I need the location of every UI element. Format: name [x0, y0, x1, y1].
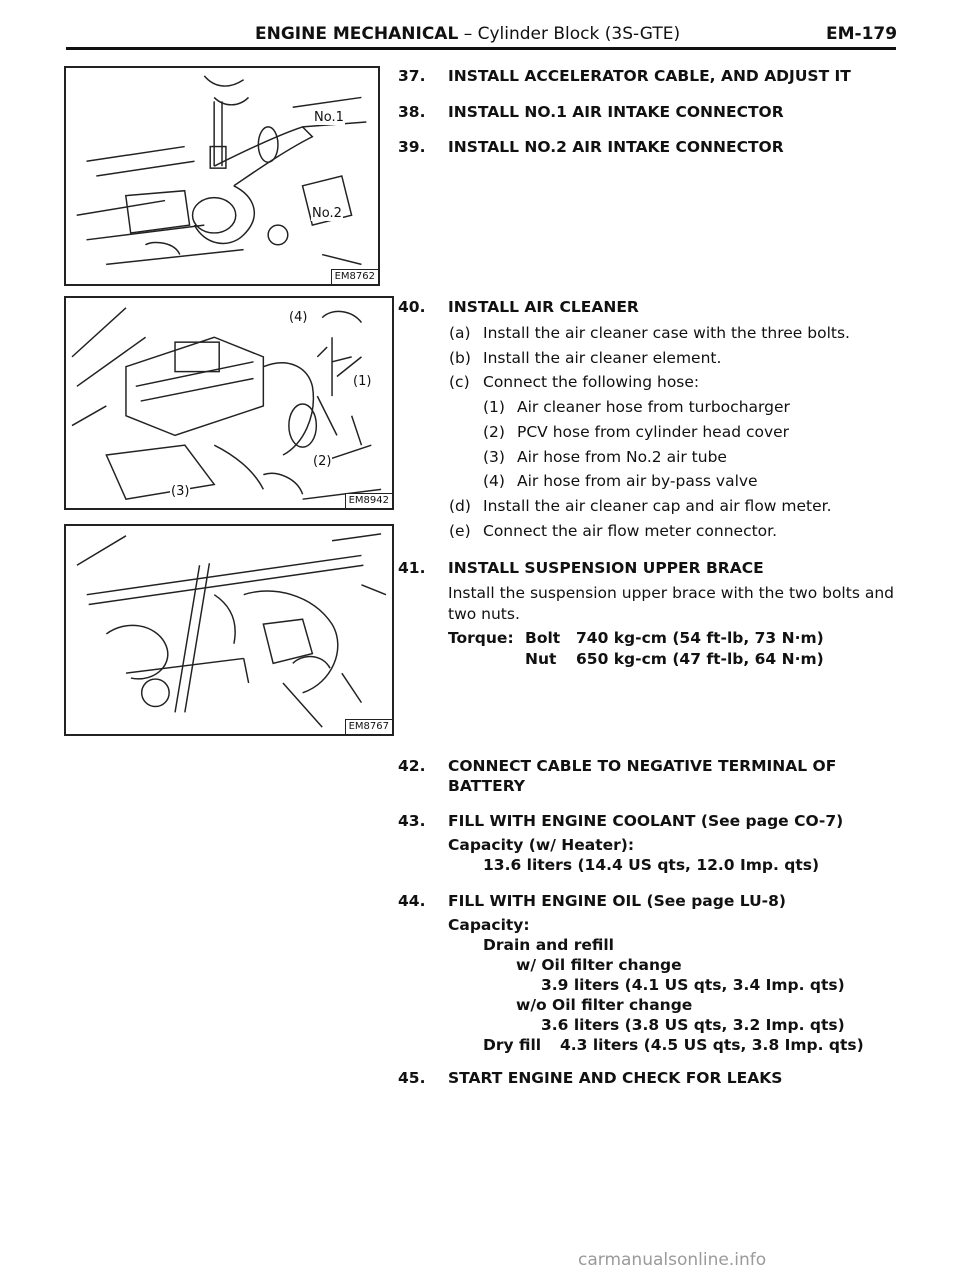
- step-41: [398, 558, 764, 578]
- step-title: START ENGINE AND CHECK FOR LEAKS: [448, 1069, 783, 1087]
- step-number: 39.: [398, 138, 426, 156]
- step-40-c: [449, 372, 699, 392]
- step-number: 43.: [398, 812, 426, 830]
- sub-key: (2): [483, 423, 505, 441]
- figure-1-code: EM8762: [331, 269, 378, 284]
- step-title: INSTALL ACCELERATOR CABLE, AND ADJUST IT: [448, 67, 851, 85]
- step-44: [398, 891, 786, 911]
- figure-2-illustration: [66, 298, 392, 508]
- step-title: FILL WITH ENGINE COOLANT (See page CO-7): [448, 812, 844, 830]
- figure-1-illustration: [66, 68, 378, 284]
- figure-air-cleaner: [64, 296, 394, 510]
- header-rule: [66, 47, 896, 50]
- figure-2-label-4: (4): [289, 310, 308, 325]
- header-section: ENGINE MECHANICAL: [255, 24, 459, 44]
- sub-text: Air hose from No.2 air tube: [517, 448, 727, 466]
- oil-w-filter-label: w/ Oil filter change: [516, 956, 682, 974]
- step-40: [398, 297, 639, 317]
- step-number: 45.: [398, 1069, 426, 1087]
- step-number: 44.: [398, 892, 426, 910]
- step-number: 41.: [398, 559, 426, 577]
- figure-2-label-2: (2): [313, 454, 332, 469]
- sub-key: (e): [449, 522, 471, 540]
- sub-key: (4): [483, 472, 505, 490]
- watermark: carmanualsonline.info: [578, 1250, 767, 1270]
- sub-text: Install the air cleaner case with the three bolts.: [483, 324, 850, 342]
- sub-key: (b): [449, 349, 471, 367]
- oil-wo-filter-value: 3.6 liters (3.8 US qts, 3.2 Imp. qts): [541, 1016, 845, 1034]
- step-title: CONNECT CABLE TO NEGATIVE TERMINAL OF: [448, 757, 837, 775]
- step-45: [398, 1068, 782, 1088]
- step-43: [398, 811, 843, 831]
- sub-text: Install the air cleaner cap and air flow meter.: [483, 497, 832, 515]
- figure-1-label-no2: No.2: [312, 206, 342, 221]
- step-38: [398, 102, 784, 122]
- torque-nut-value: 650 kg-cm (47 ft-lb, 64 N·m): [576, 650, 824, 668]
- step-title: FILL WITH ENGINE OIL (See page LU-8): [448, 892, 786, 910]
- sub-key: (3): [483, 448, 505, 466]
- sub-key: (d): [449, 497, 471, 515]
- step-40-c2: [483, 422, 789, 442]
- step-41-body-2: two nuts.: [448, 605, 520, 623]
- oil-drain-refill: Drain and refill: [483, 936, 614, 954]
- figure-intake-connectors: [64, 66, 380, 286]
- step-41-body-1: Install the suspension upper brace with the two bolts and: [448, 584, 894, 602]
- figure-2-label-1: (1): [353, 374, 372, 389]
- torque-bolt-value: 740 kg-cm (54 ft-lb, 73 N·m): [576, 629, 824, 647]
- step-40-b: [449, 348, 721, 368]
- torque-bolt-label: Bolt: [525, 629, 561, 647]
- step-42: [398, 756, 836, 776]
- step-40-c4: [483, 471, 758, 491]
- figure-3-code: EM8767: [345, 719, 392, 734]
- figure-2-label-3: (3): [171, 484, 190, 499]
- oil-w-filter-value: 3.9 liters (4.1 US qts, 3.4 Imp. qts): [541, 976, 845, 994]
- oil-wo-filter-label: w/o Oil filter change: [516, 996, 693, 1014]
- step-number: 37.: [398, 67, 426, 85]
- header-subsection: – Cylinder Block (3S-GTE): [458, 24, 681, 44]
- sub-text: PCV hose from cylinder head cover: [517, 423, 790, 441]
- sub-text: Install the air cleaner element.: [483, 349, 722, 367]
- step-40-c3: [483, 447, 727, 467]
- sub-text: Air cleaner hose from turbocharger: [517, 398, 790, 416]
- step-number: 38.: [398, 103, 426, 121]
- step-42-line2: BATTERY: [448, 777, 526, 795]
- step-number: 40.: [398, 298, 426, 316]
- figure-2-code: EM8942: [345, 493, 392, 508]
- coolant-capacity-value: 13.6 liters (14.4 US qts, 12.0 Imp. qts): [483, 856, 820, 874]
- oil-dry-fill-value: 4.3 liters (4.5 US qts, 3.8 Imp. qts): [560, 1036, 864, 1054]
- step-title: INSTALL NO.1 AIR INTAKE CONNECTOR: [448, 103, 784, 121]
- torque-nut-label: Nut: [525, 650, 557, 668]
- sub-key: (c): [449, 373, 470, 391]
- step-40-a: [449, 323, 850, 343]
- step-title: INSTALL AIR CLEANER: [448, 298, 639, 316]
- oil-capacity-label: Capacity:: [448, 916, 530, 934]
- torque-label: Torque:: [448, 629, 514, 647]
- step-title: INSTALL SUSPENSION UPPER BRACE: [448, 559, 764, 577]
- sub-key: (1): [483, 398, 505, 416]
- oil-dry-fill-label: Dry fill: [483, 1036, 542, 1054]
- sub-text: Connect the air flow meter connector.: [483, 522, 778, 540]
- sub-text: Air hose from air by-pass valve: [517, 472, 758, 490]
- step-40-d: [449, 496, 832, 516]
- figure-3-illustration: [66, 526, 392, 734]
- coolant-capacity-label: Capacity (w/ Heater):: [448, 836, 635, 854]
- page-number: EM-179: [826, 24, 898, 44]
- figure-1-label-no1: No.1: [314, 110, 344, 125]
- step-40-c1: [483, 397, 790, 417]
- page-header-title: [255, 24, 680, 44]
- step-40-e: [449, 521, 777, 541]
- sub-text: Connect the following hose:: [483, 373, 700, 391]
- step-39: [398, 137, 784, 157]
- figure-suspension-brace: [64, 524, 394, 736]
- step-37: [398, 66, 851, 86]
- step-number: 42.: [398, 757, 426, 775]
- step-title: INSTALL NO.2 AIR INTAKE CONNECTOR: [448, 138, 784, 156]
- sub-key: (a): [449, 324, 471, 342]
